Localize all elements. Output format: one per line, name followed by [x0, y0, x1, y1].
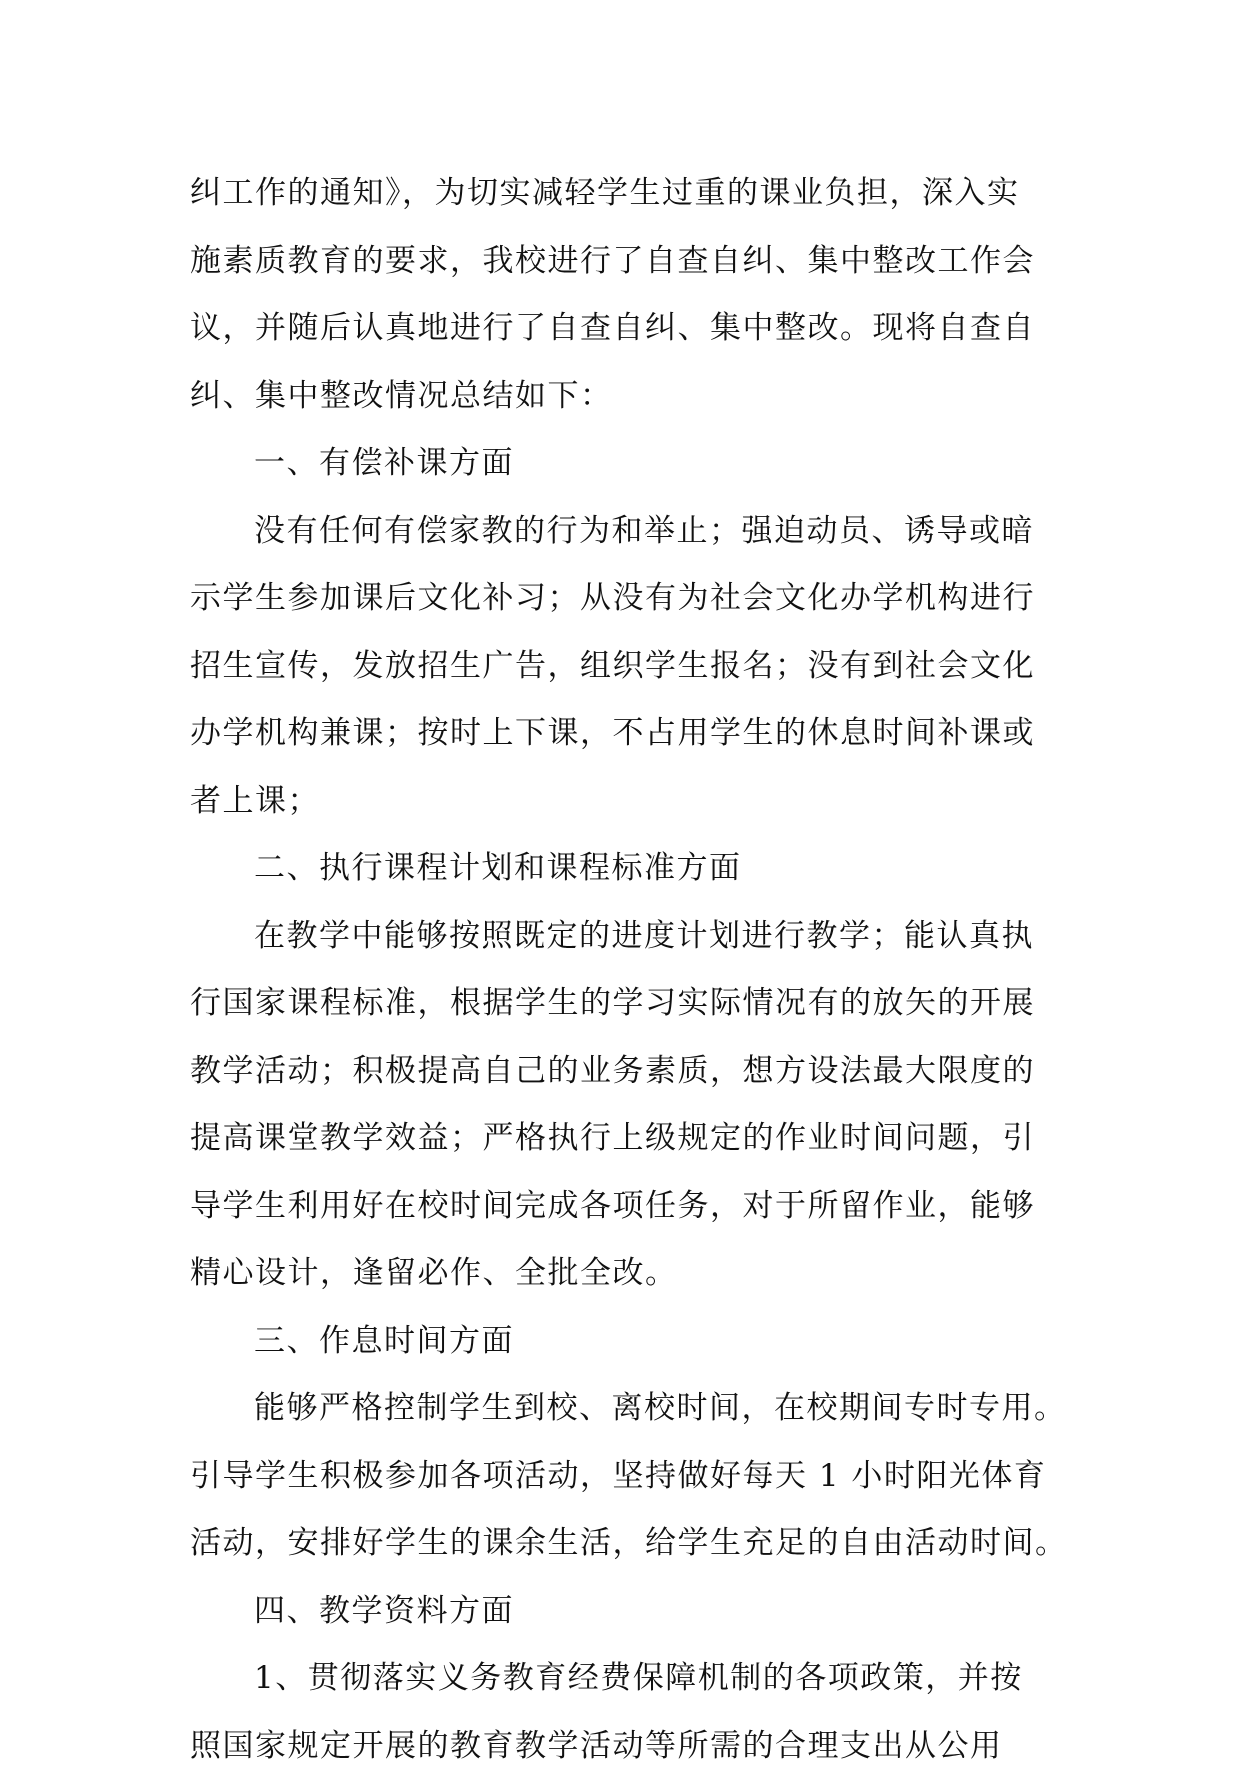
text-line: 示学生参加课后文化补习；从没有为社会文化办学机构进行: [190, 565, 1050, 633]
text-line: 精心设计，逢留必作、全批全改。: [190, 1240, 1050, 1308]
section-heading: 三、作息时间方面: [190, 1308, 1050, 1376]
text-line: 活动，安排好学生的课余生活，给学生充足的自由活动时间。: [190, 1510, 1050, 1578]
text-line: 者上课；: [190, 768, 1050, 836]
text-line: 招生宣传，发放招生广告，组织学生报名；没有到社会文化: [190, 633, 1050, 701]
section-heading: 四、教学资料方面: [190, 1578, 1050, 1646]
text-line: 能够严格控制学生到校、离校时间，在校期间专时专用。: [190, 1375, 1050, 1443]
text-line: 纠、集中整改情况总结如下：: [190, 363, 1050, 431]
text-line: 教学活动；积极提高自己的业务素质，想方设法最大限度的: [190, 1038, 1050, 1106]
text-line: 导学生利用好在校时间完成各项任务，对于所留作业，能够: [190, 1173, 1050, 1241]
text-line: 纠工作的通知》，为切实减轻学生过重的课业负担，深入实: [190, 160, 1050, 228]
text-line: 1、贯彻落实义务教育经费保障机制的各项政策，并按: [190, 1645, 1050, 1713]
text-line: 在教学中能够按照既定的进度计划进行教学；能认真执: [190, 903, 1050, 971]
text-line: 没有任何有偿家教的行为和举止；强迫动员、诱导或暗: [190, 498, 1050, 566]
section-heading: 一、有偿补课方面: [190, 430, 1050, 498]
section-heading: 二、执行课程计划和课程标准方面: [190, 835, 1050, 903]
text-line: 提高课堂教学效益；严格执行上级规定的作业时间问题，引: [190, 1105, 1050, 1173]
text-line: 引导学生积极参加各项活动，坚持做好每天 1 小时阳光体育: [190, 1443, 1050, 1511]
text-line: 办学机构兼课；按时上下课，不占用学生的休息时间补课或: [190, 700, 1050, 768]
text-line: 照国家规定开展的教育教学活动等所需的合理支出从公用: [190, 1713, 1050, 1780]
text-line: 施素质教育的要求，我校进行了自查自纠、集中整改工作会: [190, 228, 1050, 296]
document-body: [190, 160, 1050, 1780]
text-line: 行国家课程标准，根据学生的学习实际情况有的放矢的开展: [190, 970, 1050, 1038]
text-line: 议，并随后认真地进行了自查自纠、集中整改。现将自查自: [190, 295, 1050, 363]
